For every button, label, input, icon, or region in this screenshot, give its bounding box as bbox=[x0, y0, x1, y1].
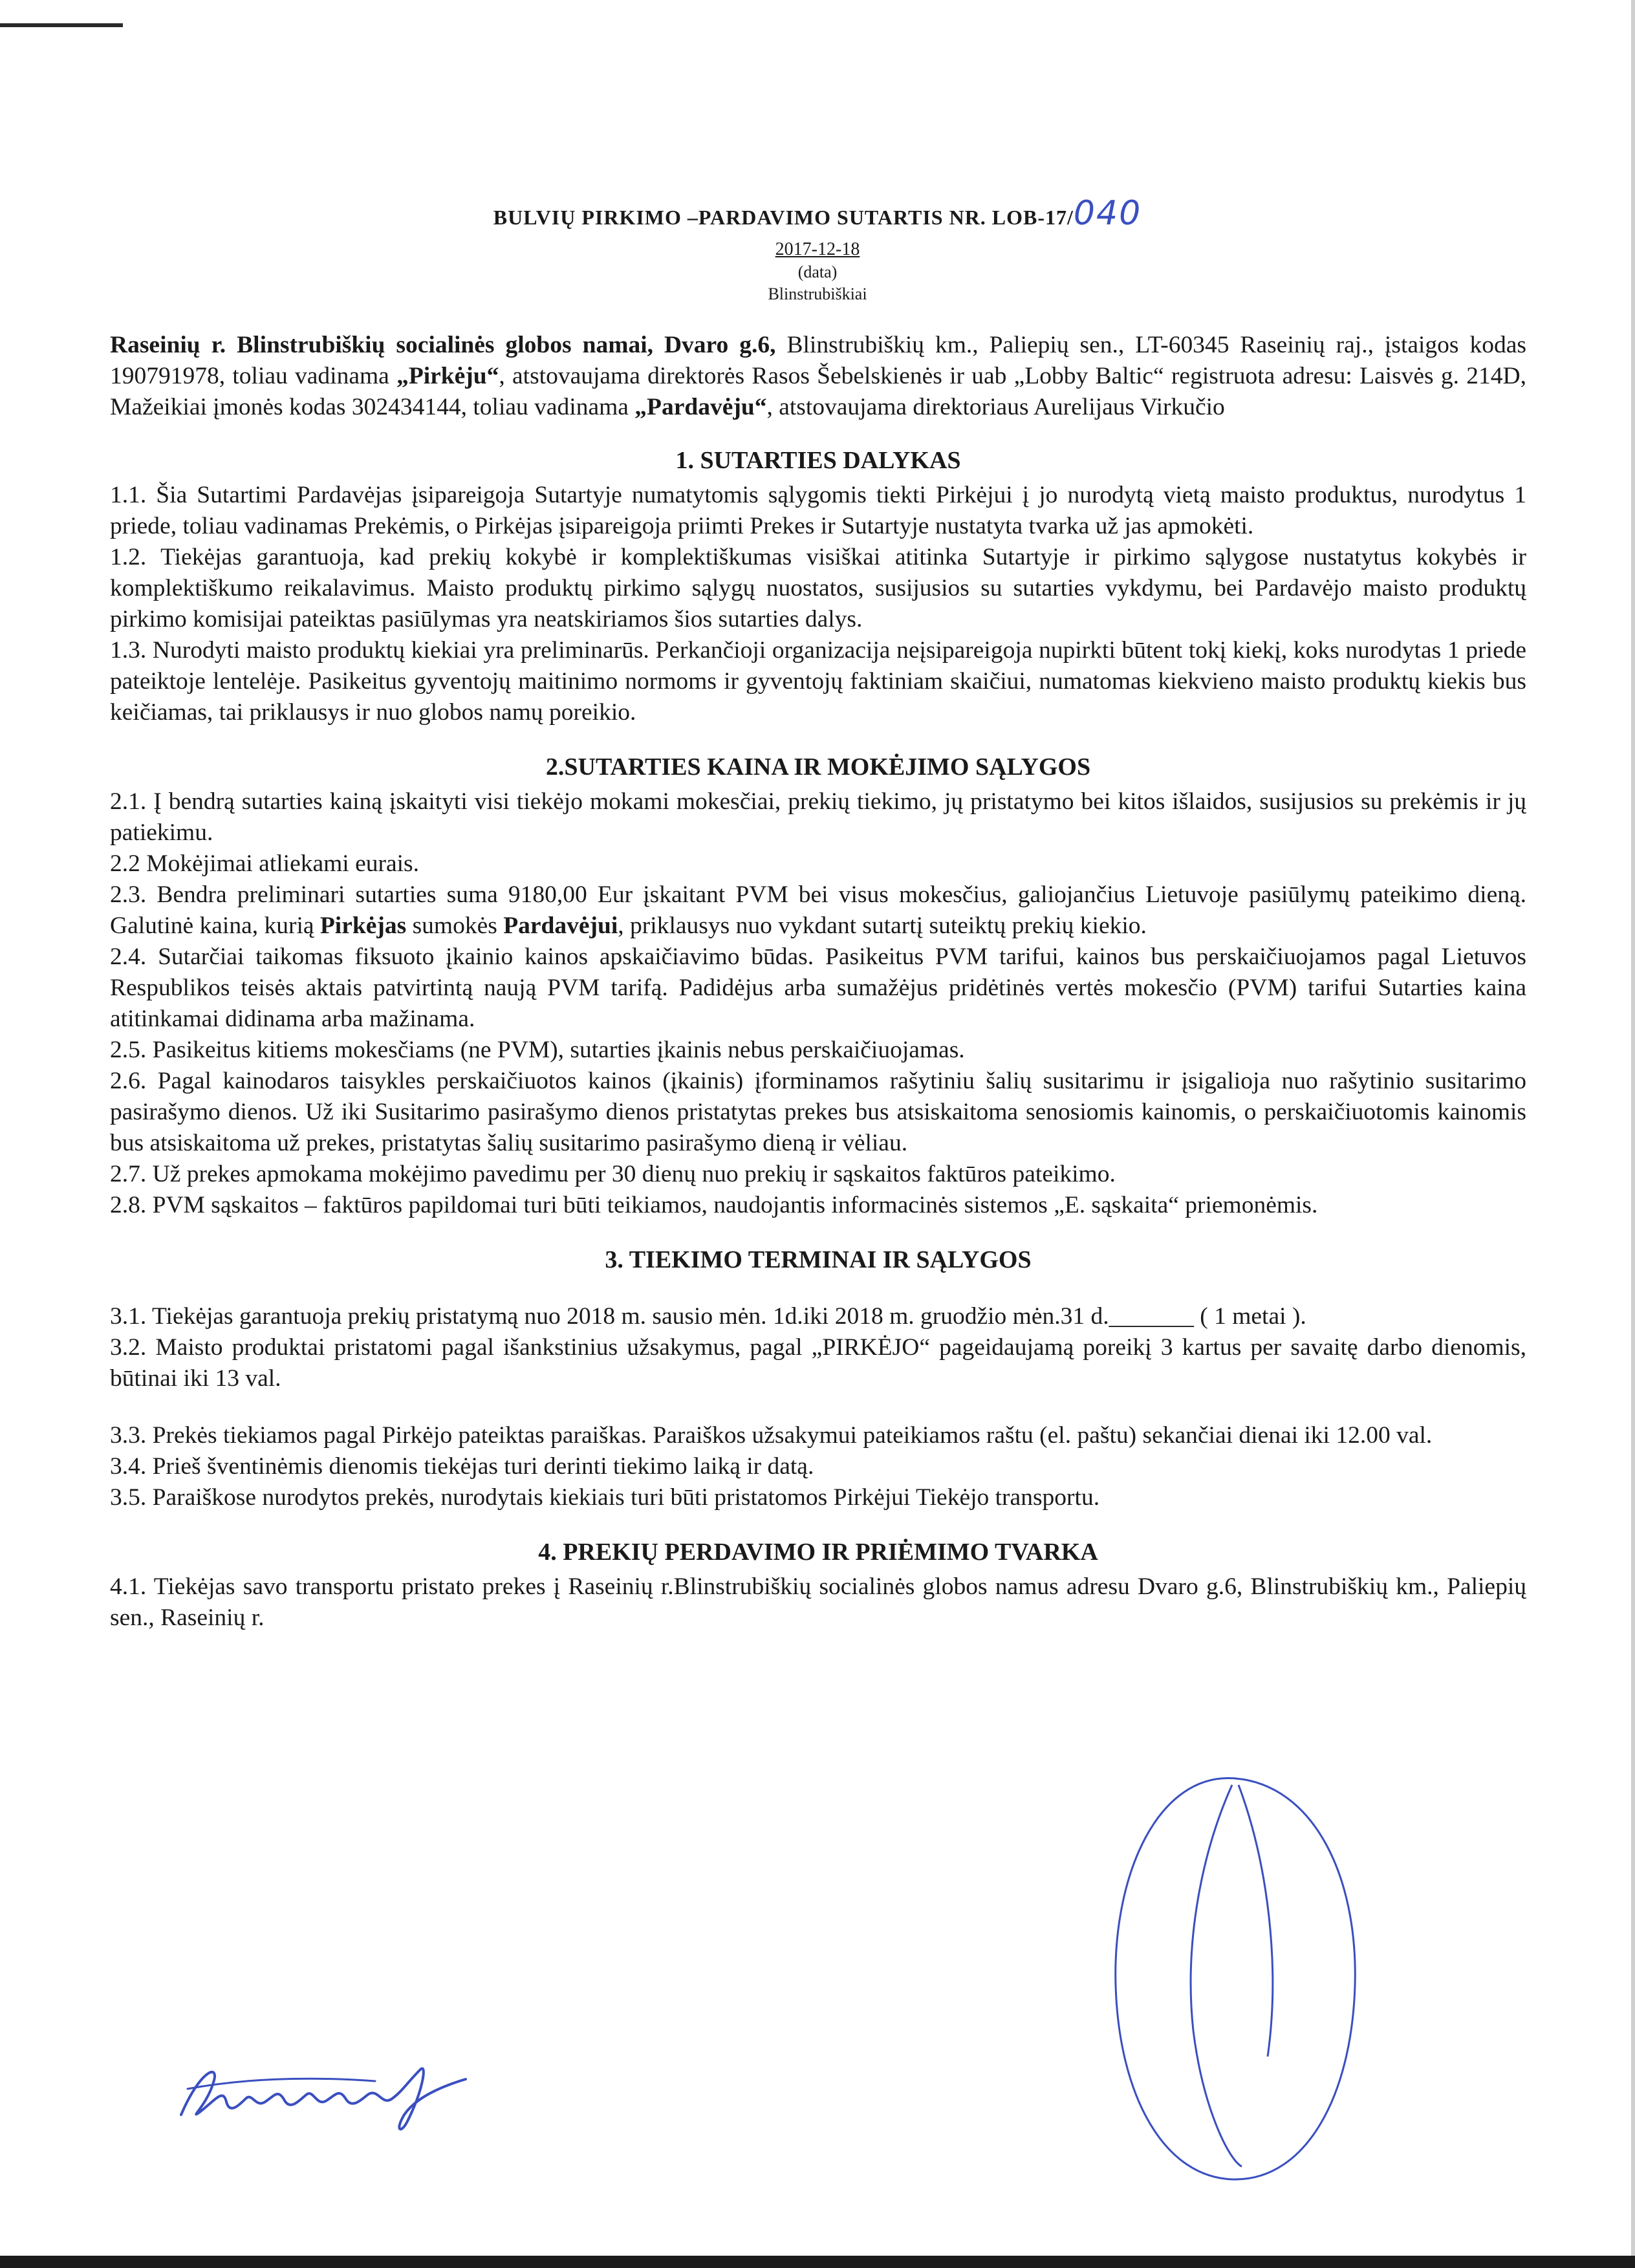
contract-place: Blinstrubiškiai bbox=[768, 285, 867, 303]
clause-3-4: 3.4. Prieš šventinėmis dienomis tiekėjas turi derinti tiekimo laiką ir datą. bbox=[110, 1453, 814, 1480]
seller-term: „Pardavėju“ bbox=[634, 394, 767, 420]
section-heading-3: 3. TIEKIMO TERMINAI IR SĄLYGOS bbox=[605, 1246, 1032, 1273]
clause-2-4: 2.4. Sutarčiai taikomas fiksuoto įkainio kainos apskaičiavimo būdas. Pasikeitus PVM tarifui, kainos bus perskaičiuojamos pagal Lietuvos Respublikos teisės aktais patvirtintą naują PVM tarifą. Padidėjus arba sumažėjus pridėtinės vertės mokesčio (PVM) tarifui Sutarties kaina atitinkamai didinama arba mažinama. bbox=[110, 944, 1526, 1032]
section-heading-4: 4. PREKIŲ PERDAVIMO IR PRIĖMIMO TVARKA bbox=[538, 1539, 1098, 1566]
clause-2-8: 2.8. PVM sąskaitos – faktūros papildomai turi būti teikiamos, naudojantis informacinės sistemos „E. sąskaita“ priemonėmis. bbox=[110, 1192, 1318, 1218]
clause-2-3: 2.3. Bendra preliminari sutarties suma 9180,00 Eur įskaitant PVM bei visus mokesčius, galiojančius Lietuvoje pasiūlymų pateikimo dieną. Galutinė kaina, kurią Pirkėjas sumokės Pardavėjui, priklausys nuo vykdant sutartį suteiktų prekių kiekio. bbox=[110, 881, 1526, 939]
scan-edge-bottom bbox=[0, 2256, 1635, 2268]
buyer-organization: Raseinių r. Blinstrubiškių socialinės globos namai, Dvaro g.6, bbox=[110, 332, 776, 358]
signature-image bbox=[162, 2044, 498, 2141]
clause-1-1: 1.1. Šia Sutartimi Pardavėjas įsipareigoja Sutartyje numatytomis sąlygomis tiekti Pirkėjui į jo nurodytą vietą maisto produktus, nurodytus 1 priede, toliau vadinamas Prekėmis, o Pirkėjas įsipareigoja priimti Prekes ir Sutartyje nustatyta tvarka už jas apmokėti. bbox=[110, 482, 1526, 539]
clause-1-3: 1.3. Nurodyti maisto produktų kiekiai yra preliminarūs. Perkančioji organizacija neįsipareigoja nupirkti būtent tokį kiekį, koks nurodytas 1 priede pateiktoje lentelėje. Pasikeitus gyventojų maitinimo normoms ir gyventojų faktiniam skaičiui, numatomas kiekvieno maisto produktų kiekis bus keičiamas, tai priklausys ir nuo globos namų poreikio. bbox=[110, 637, 1526, 726]
clause-4-1: 4.1. Tiekėjas savo transportu pristato prekes į Raseinių r.Blinstrubiškių socialinės globos namus adresu Dvaro g.6, Blinstrubiškių km., Paliepių sen., Raseinių r. bbox=[110, 1573, 1526, 1631]
clause-2-2: 2.2 Mokėjimai atliekami eurais. bbox=[110, 850, 419, 877]
date-caption: (data) bbox=[797, 263, 838, 281]
clause-2-1: 2.1. Į bendrą sutarties kainą įskaityti visi tiekėjo mokami mokesčiai, prekių tiekimo, jų pristatymo bei kitos išlaidos, susijusios su prekėmis ir jų patiekimu. bbox=[110, 788, 1526, 846]
clause-3-2: 3.2. Maisto produktai pristatomi pagal išankstinius užsakymus, pagal „PIRKĖJO“ pageidaujamą poreikį 3 kartus per savaitę darbo dienomis, būtinai iki 13 val. bbox=[110, 1334, 1526, 1392]
stamp-mark-image bbox=[1106, 1772, 1365, 2186]
scan-edge-mark bbox=[0, 23, 123, 27]
clause-2-6: 2.6. Pagal kainodaros taisykles perskaičiuotos kainos (įkainis) įforminamos rašytiniu šalių susitarimu ir įsigalioja nuo rašytinio susitarimo pasirašymo dienos. Už iki Susitarimo pasirašymo dienos pristatytas prekes bus atsiskaitoma senosiomis kainomis, o perskaičiuotomis kainomis bus atsiskaitoma už prekes, pristatytas šalių susitarimo pasirašymo dieną ir vėliau. bbox=[110, 1068, 1526, 1156]
section-heading-1: 1. SUTARTIES DALYKAS bbox=[675, 447, 961, 474]
scan-edge-right bbox=[1631, 0, 1635, 2268]
section-heading-2: 2.SUTARTIES KAINA IR MOKĖJIMO SĄLYGOS bbox=[545, 753, 1091, 781]
document-body bbox=[110, 330, 1526, 1634]
buyer-term: „Pirkėju“ bbox=[396, 363, 499, 389]
document-header bbox=[0, 194, 1635, 304]
clause-2-5: 2.5. Pasikeitus kitiems mokesčiams (ne PVM), sutarties įkainis nebus perskaičiuojamas. bbox=[110, 1037, 965, 1063]
clause-2-7: 2.7. Už prekes apmokama mokėjimo pavedimu per 30 dienų nuo prekių ir sąskaitos faktūros pateikimo. bbox=[110, 1161, 1116, 1187]
contract-title: BULVIŲ PIRKIMO –PARDAVIMO SUTARTIS NR. LOB-17/040 bbox=[493, 194, 1142, 233]
clause-3-3: 3.3. Prekės tiekiamos pagal Pirkėjo pateiktas paraiškas. Paraiškos užsakymui pateikiamos raštu (el. paštu) sekančiai dienai iki 12.00 val. bbox=[110, 1422, 1433, 1449]
clause-3-1: 3.1. Tiekėjas garantuoja prekių pristatymą nuo 2018 m. sausio mėn. 1d.iki 2018 m. gruodžio mėn.31 d._______ ( 1 metai ). bbox=[110, 1303, 1306, 1330]
clause-3-5: 3.5. Paraiškose nurodytos prekės, nurodytais kiekiais turi būti pristatomos Pirkėjui Tiekėjo transportu. bbox=[110, 1484, 1100, 1511]
preamble: Raseinių r. Blinstrubiškių socialinės globos namai, Dvaro g.6, Blinstrubiškių km., Paliepių sen., LT-60345 Raseinių raj., įstaigos kodas 190791978, toliau vadinama „Pirkėju“, atstovaujama direktorės Rasos Šebelskienės ir uab „Lobby Baltic“ registruota adresu: Laisvės g. 214D, Mažeikiai įmonės kodas 302434144, toliau vadinama „Pardavėju“, atstovaujama direktoriaus Aurelijaus Virkučio bbox=[110, 332, 1526, 420]
clause-1-2: 1.2. Tiekėjas garantuoja, kad prekių kokybė ir komplektiškumas visiškai atitinka Sutartyje ir pirkimo sąlygose nustatytus kokybės ir komplektiškumo reikalavimus. Maisto produktų pirkimo sąlygų nuostatos, susijusios su sutarties vykdymu, bei Pardavėjo maisto produktų pirkimo komisijai pateiktas pasiūlymas yra neatskiriamos šios sutarties dalys. bbox=[110, 544, 1526, 632]
contract-date: 2017-12-18 bbox=[775, 239, 860, 259]
handwritten-contract-number: 040 bbox=[1073, 194, 1142, 233]
